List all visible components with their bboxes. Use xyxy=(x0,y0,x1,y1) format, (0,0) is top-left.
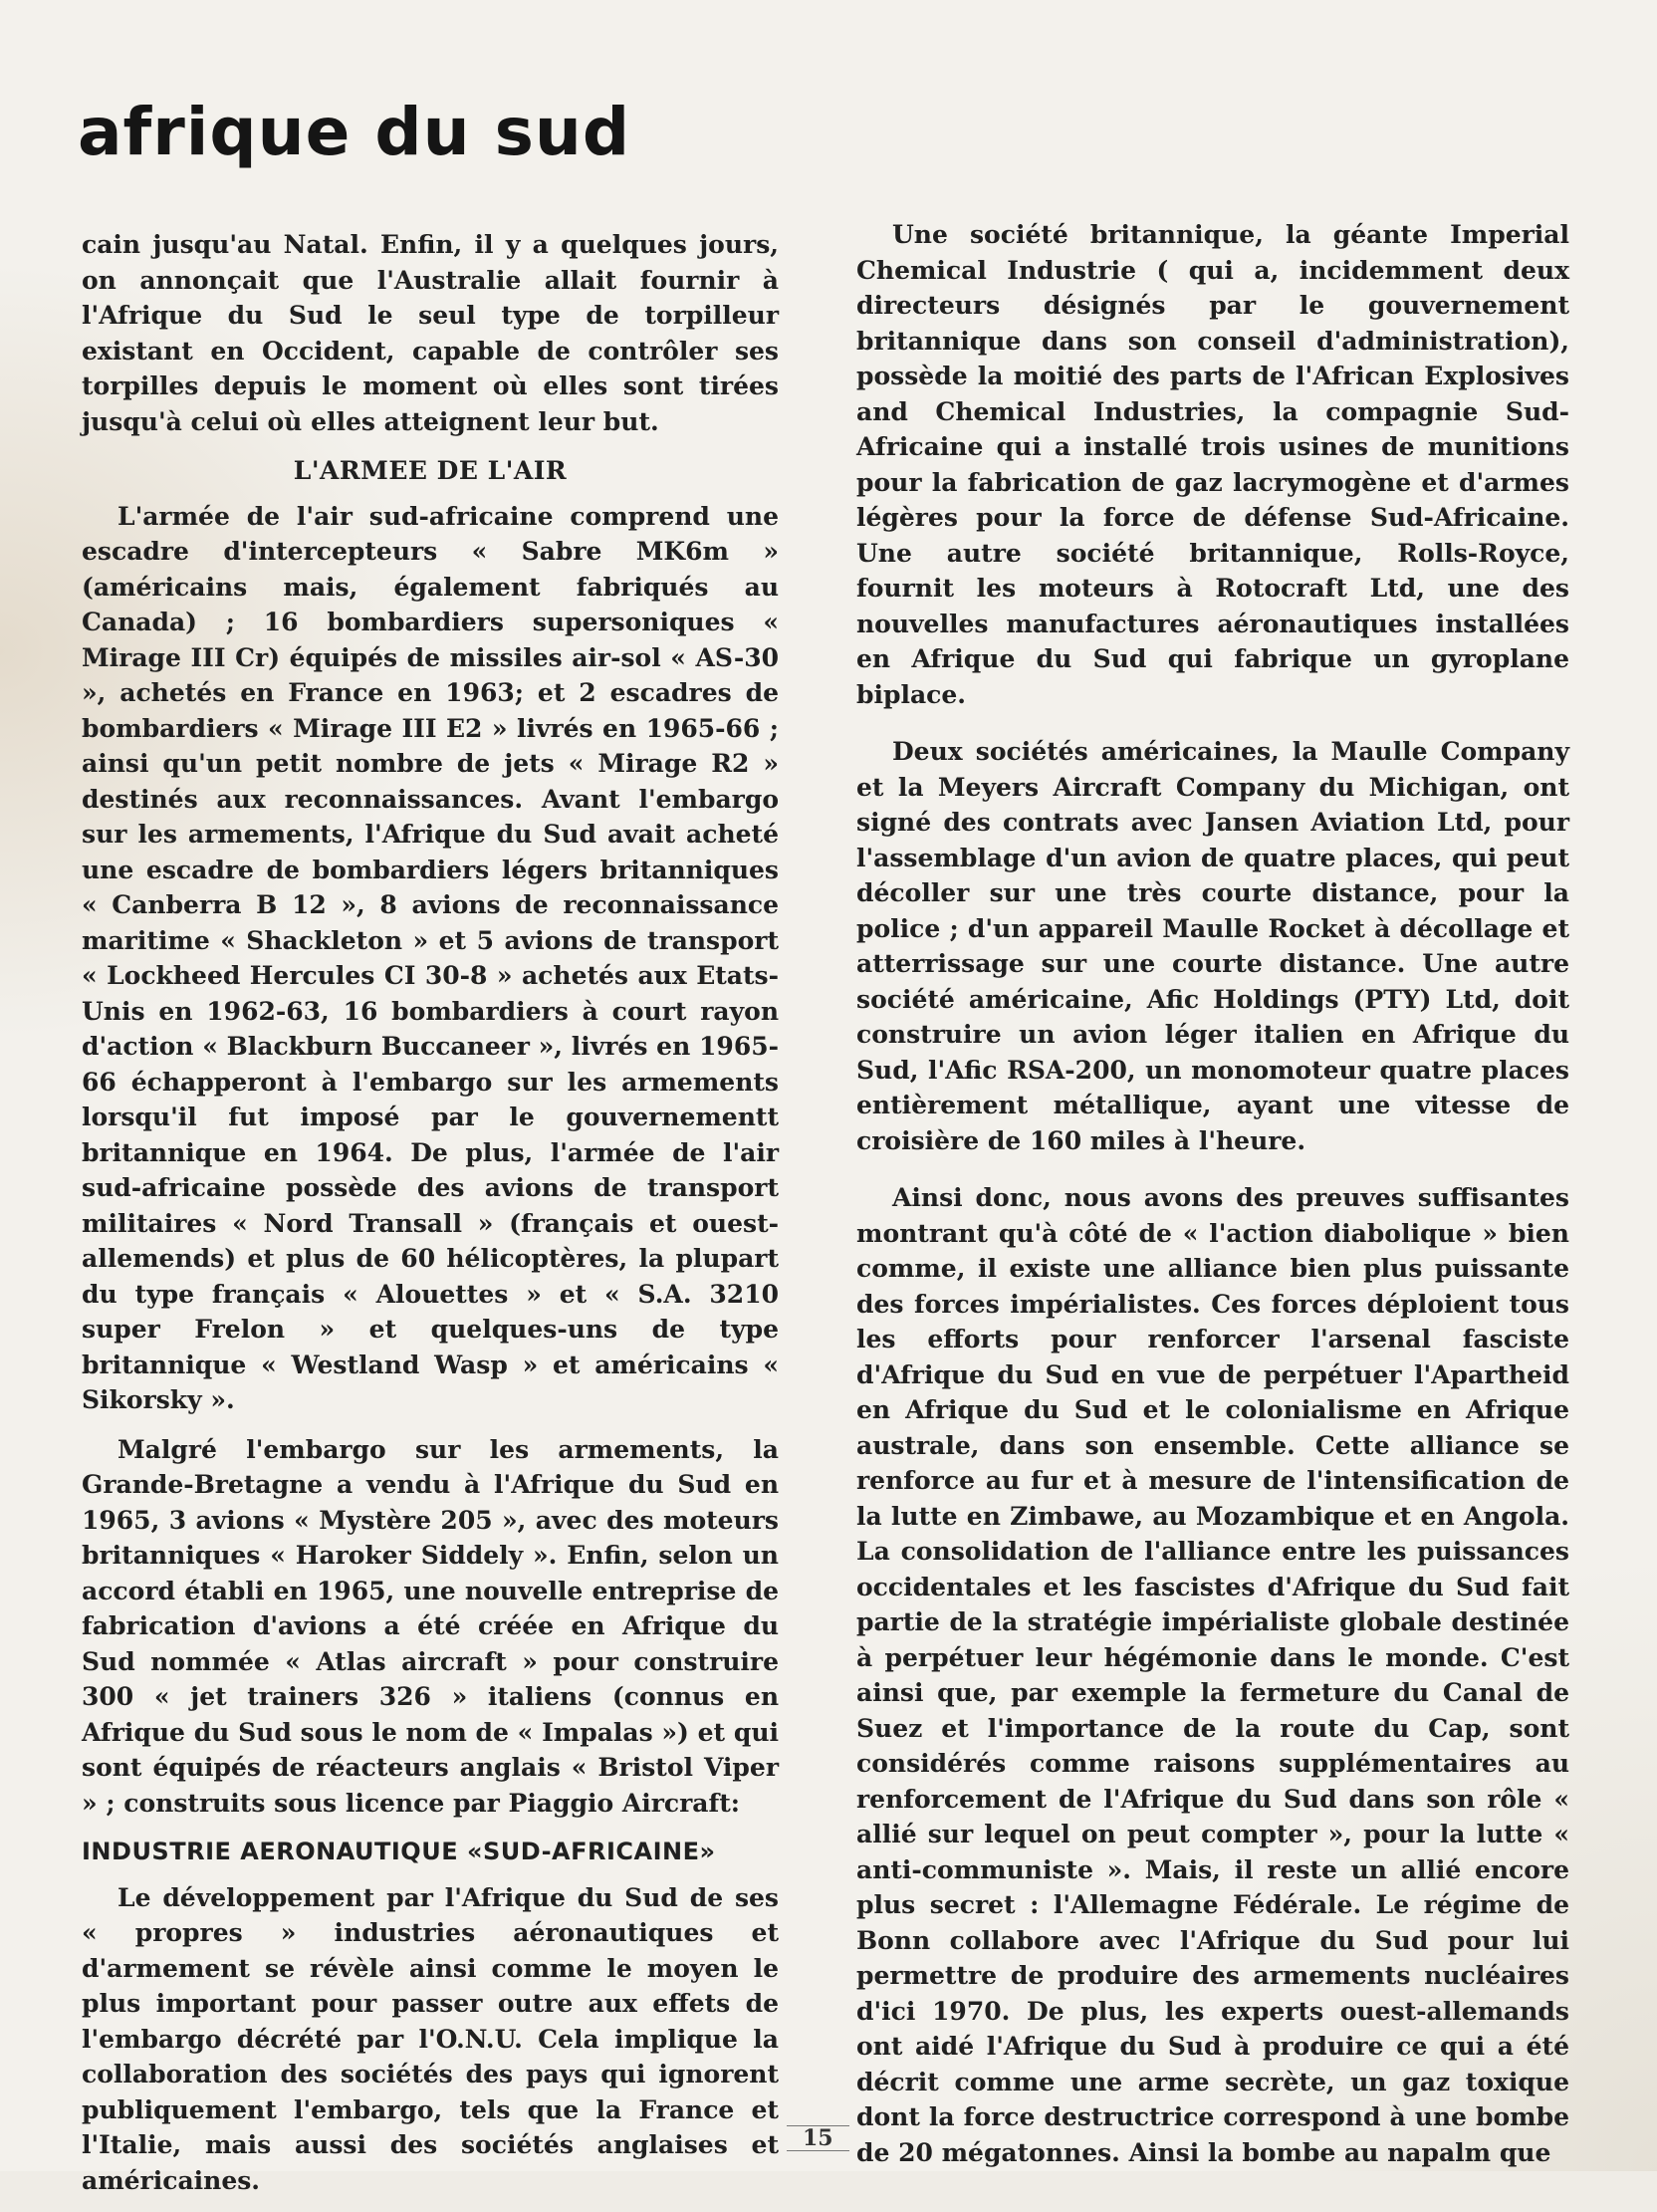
left-column xyxy=(82,227,779,2212)
paragraph: Le développement par l'Afrique du Sud de ses « propres » industries aéronautiques et d'armement se révèle ainsi comme le moyen le plus important pour passer outre aux effets de l'embargo décrété par l'O.N.U. Cela implique la collaboration des sociétés des pays qui ignorent publiquement l'embargo, tels que la France et l'Italie, mais aussi des sociétés anglaises et américaines. xyxy=(82,1882,779,2195)
paragraph: Ainsi donc, nous avons des preuves suffisantes montrant qu'à côté de « l'action diabolique » bien comme, il existe une alliance bien plus puissante des forces impérialistes. Ces forces déploient tous les efforts pour renforcer l'arsenal fasciste d'Afrique du Sud en vue de perpétuer l'Apartheid en Afrique du Sud et le colonialisme en Afrique australe, dans son ensemble. Cette alliance se renforce au fur et à mesure de l'intensification de la lutte en Zimbawe, au Mozambique et en Angola. La consolidation de l'alliance entre les puissances occidentales et les fascistes d'Afrique du Sud fait partie de la stratégie impérialiste globale destinée à perpétuer leur hégémonie dans le monde. C'est ainsi que, par exemple la fermeture du Canal de Suez et l'importance de la route du Cap, sont considérés comme raisons supplémentaires au renforcement de l'Afrique du Sud dans son rôle « allié sur lequel on peut compter », pour la lutte « anti-communiste ». Mais, il reste un allié encore plus secret : l'Allemagne Fédérale. Le régime de Bonn collabore avec l'Afrique du Sud pour lui permettre de produire des armements nucléaires d'ici 1970. De plus, les experts ouest-allemands ont aidé l'Afrique du Sud à produire ce qui a été décrit comme une arme secrète, un gaz toxique dont la force destructrice correspond à une bombe de 20 mégatonnes. Ainsi la bombe au napalm que xyxy=(856,1183,1569,2167)
section-heading-aero-industry: INDUSTRIE AERONAUTIQUE «SUD-AFRICAINE» xyxy=(82,1838,716,1865)
page-number: 15 xyxy=(787,2125,849,2151)
section-heading-air-force: L'ARMEE DE L'AIR xyxy=(293,456,568,485)
right-column xyxy=(856,217,1569,2184)
paragraph: Une société britannique, la géante Imperial Chemical Industrie ( qui a, incidemment deux directeurs désignés par le gouvernement britannique dans son conseil d'administration), possède la moitié des parts de l'African Explosives and Chemical Industries, la compagnie Sud-Africaine qui a installé trois usines de munitions pour la fabrication de gaz lacrymogène et d'armes légères pour la force de défense Sud-Africaine. Une autre société britannique, Rolls-Royce, fournit les moteurs à Rotocraft Ltd, une des nouvelles manufactures aéronautiques installées en Afrique du Sud qui fabrique un gyroplane biplace. xyxy=(856,220,1569,709)
paragraph: cain jusqu'au Natal. Enfin, il y a quelques jours, on annonçait que l'Australie allait fournir à l'Afrique du Sud le seul type de torpilleur existant en Occident, capable de contrôler ses torpilles depuis le moment où elles sont tirées jusqu'à celui où elles atteignent leur but. xyxy=(82,230,779,436)
paragraph: Deux sociétés américaines, la Maulle Company et la Meyers Aircraft Company du Michigan, ont signé des contrats avec Jansen Aviation Ltd, pour l'assemblage d'un avion de quatre places, qui peut décoller sur une très courte distance, pour la police ; d'un appareil Maulle Rocket à décollage et atterrissage sur une courte distance. Une autre société américaine, Afic Holdings (PTY) Ltd, doit construire un avion léger italien en Afrique du Sud, l'Afic RSA-200, un monomoteur quatre places entièrement métallique, ayant une vitesse de croisière de 160 miles à l'heure. xyxy=(856,737,1569,1155)
paragraph: Malgré l'embargo sur les armements, la Grande-Bretagne a vendu à l'Afrique du Sud en 1965, 3 avions « Mystère 205 », avec des moteurs britanniques « Haroker Siddely ». Enfin, selon un accord établi en 1965, une nouvelle entreprise de fabrication d'avions a été créée en Afrique du Sud nommée « Atlas aircraft » pour construire 300 « jet trainers 326 » italiens (connus en Afrique du Sud sous le nom de « Impalas ») et qui sont équipés de réacteurs anglais « Bristol Viper » ; construits sous licence par Piaggio Aircraft: xyxy=(82,1434,779,1818)
paragraph: L'armée de l'air sud-africaine comprend une escadre d'intercepteurs « Sabre MK6m » (américains mais, également fabriqués au Canada) ; 16 bombardiers supersoniques « Mirage III Cr) équipés de missiles air-sol « AS-30 », achetés en France en 1963; et 2 escadres de bombardiers « Mirage III E2 » livrés en 1965-66 ; ainsi qu'un petit nombre de jets « Mirage R2 » destinés aux reconnaissances. Avant l'embargo sur les armements, l'Afrique du Sud avait acheté une escadre de bombardiers légers britanniques « Canberra B 12 », 8 avions de reconnaissance maritime « Shackleton » et 5 avions de transport « Lockheed Hercules CI 30-8 » achetés aux Etats-Unis en 1962-63, 16 bombardiers à court rayon d'action « Blackburn Buccaneer », livrés en 1965-66 échapperont à l'embargo sur les armements lorsqu'il fut imposé par le gouvernementt britannique en 1964. De plus, l'armée de l'air sud-africaine possède des avions de transport militaires « Nord Transall » (français et ouest-allemends) et plus de 60 hélicoptères, la plupart du type français « Alouettes » et « S.A. 3210 super Frelon » et quelques-uns de type britannique « Westland Wasp » et américains « Sikorsky ». xyxy=(82,501,779,1414)
page-title: afrique du sud xyxy=(78,94,631,170)
